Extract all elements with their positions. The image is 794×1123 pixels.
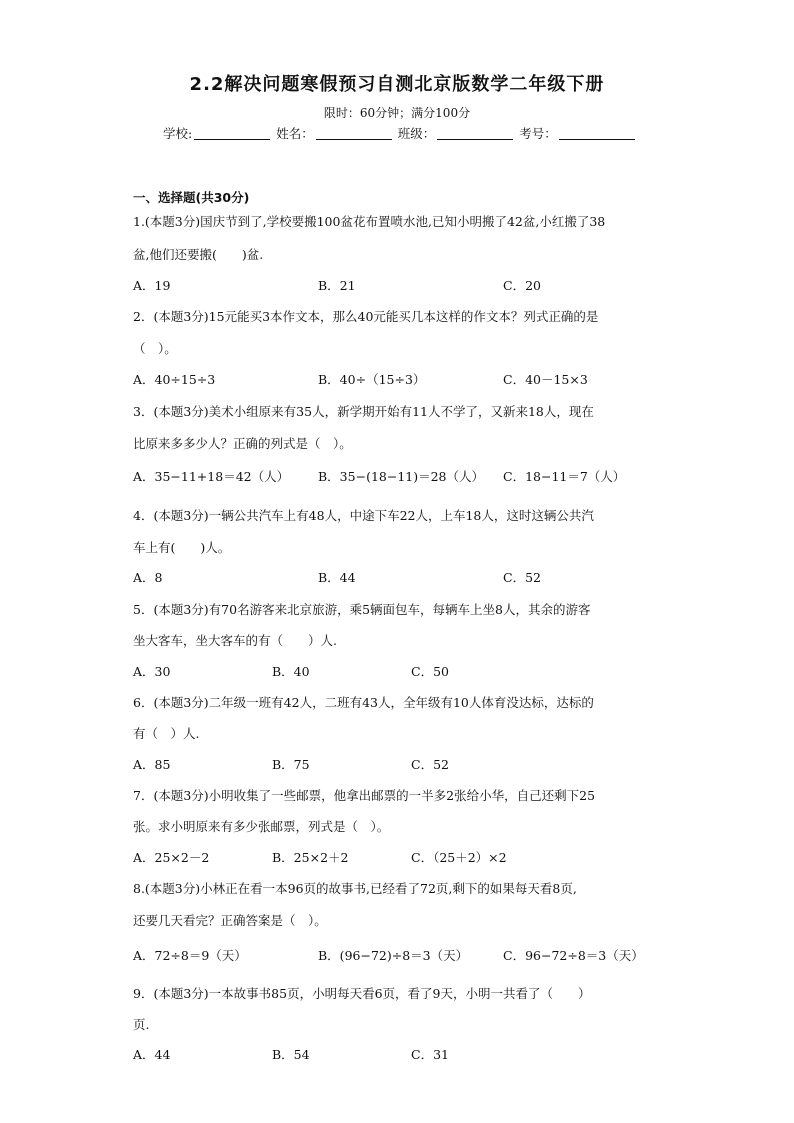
question-3-option-c[interactable]: C．18−11＝7（人） [503, 469, 626, 484]
question-7-option-b[interactable]: B．25×2＋2 [272, 850, 349, 865]
question-7-line-1: 7．(本题3分)小明收集了一些邮票，他拿出邮票的一半多2张给小华，自己还剩下25 [133, 788, 596, 803]
class-blank[interactable] [437, 127, 513, 140]
question-6-line-2: 有（ ）人. [133, 726, 200, 741]
question-4-line-2: 车上有( )人。 [133, 540, 231, 555]
question-6-option-b[interactable]: B．75 [272, 757, 310, 772]
question-1-option-a[interactable]: A．19 [133, 278, 171, 293]
time-limit-info: 限时：60分钟；满分100分 [323, 106, 471, 120]
question-9-line-2: 页. [133, 1017, 150, 1032]
question-4-option-c[interactable]: C．52 [503, 570, 541, 585]
question-9-line-1: 9．(本题3分)一本故事书85页，小明每天看6页，看了9天，小明一共看了（ ） [133, 986, 591, 1001]
question-5-option-c[interactable]: C．50 [411, 664, 449, 679]
question-5-option-a[interactable]: A．30 [133, 664, 171, 679]
name-blank[interactable] [316, 127, 392, 140]
class-label: 班级： [397, 126, 436, 141]
school-blank[interactable] [194, 127, 270, 140]
question-3-option-b[interactable]: B．35−(18−11)＝28（人） [318, 469, 485, 484]
question-5-option-b[interactable]: B．40 [272, 664, 310, 679]
question-5-line-1: 5．(本题3分)有70名游客来北京旅游，乘5辆面包车，每辆车上坐8人，其余的游客 [133, 602, 591, 617]
question-3-line-1: 3．(本题3分)美术小组原来有35人，新学期开始有11人不学了，又新来18人，现在 [133, 404, 594, 419]
name-label: 姓名： [276, 126, 314, 141]
question-5-line-2: 坐大客车，坐大客车的有（ ）人. [133, 633, 337, 648]
question-4-option-a[interactable]: A．8 [133, 570, 163, 585]
page-title: 2.2解决问题寒假预习自测北京版数学二年级下册 [189, 74, 605, 95]
question-1-line-2: 盆,他们还要搬( )盆. [133, 247, 264, 262]
question-6-option-a[interactable]: A．85 [133, 757, 171, 772]
question-1-line-1: 1.(本题3分)国庆节到了,学校要搬100盆花布置喷水池,已知小明搬了42盆,小红搬了38 [133, 214, 606, 229]
question-3-line-2: 比原来多多少人？正确的列式是（ ）。 [133, 436, 352, 451]
question-7-option-a[interactable]: A．25×2－2 [133, 850, 210, 865]
exam-number-blank[interactable] [559, 127, 635, 140]
question-1-option-c[interactable]: C．20 [503, 278, 541, 293]
question-7-line-2: 张。求小明原来有多少张邮票，列式是（ ）。 [133, 819, 390, 834]
question-8-option-b[interactable]: B．(96−72)÷8＝3（天） [318, 948, 469, 963]
question-8-line-2: 还要几天看完？正确答案是（ ）。 [133, 913, 327, 928]
question-4-option-b[interactable]: B．44 [318, 570, 356, 585]
question-9-option-c[interactable]: C．31 [411, 1047, 449, 1062]
question-1-option-b[interactable]: B．21 [318, 278, 356, 293]
section-heading: 一、选择题(共30分) [133, 190, 250, 205]
question-2-option-a[interactable]: A．40÷15÷3 [133, 372, 216, 387]
question-2-option-b[interactable]: B．40÷（15÷3） [318, 372, 426, 387]
question-8-option-c[interactable]: C．96−72÷8＝3（天） [503, 948, 644, 963]
question-7-option-c[interactable]: C．（25＋2）×2 [411, 850, 507, 865]
school-label: 学校: [163, 126, 193, 141]
question-2-option-c[interactable]: C．40－15×3 [503, 372, 588, 387]
question-9-option-a[interactable]: A．44 [133, 1047, 171, 1062]
question-3-option-a[interactable]: A．35−11+18＝42（人） [133, 469, 290, 484]
question-9-option-b[interactable]: B．54 [272, 1047, 310, 1062]
question-2-line-2: （ ）。 [133, 341, 177, 356]
question-2-line-1: 2．(本题3分)15元能买3本作文本，那么40元能买几本这样的作文本？列式正确的是 [133, 309, 599, 324]
question-8-line-1: 8.(本题3分)小林正在看一本96页的故事书,已经看了72页,剩下的如果每天看8页, [133, 881, 577, 896]
student-info-row [163, 124, 637, 142]
exam-number-label: 考号： [519, 126, 557, 141]
question-8-option-a[interactable]: A．72÷8＝9（天） [133, 948, 247, 963]
question-6-option-c[interactable]: C．52 [411, 757, 449, 772]
question-4-line-1: 4．(本题3分)一辆公共汽车上有48人，中途下车22人，上车18人，这时这辆公共汽 [133, 508, 594, 523]
question-6-line-1: 6．(本题3分)二年级一班有42人，二班有43人，全年级有10人体育没达标，达标的 [133, 695, 594, 710]
